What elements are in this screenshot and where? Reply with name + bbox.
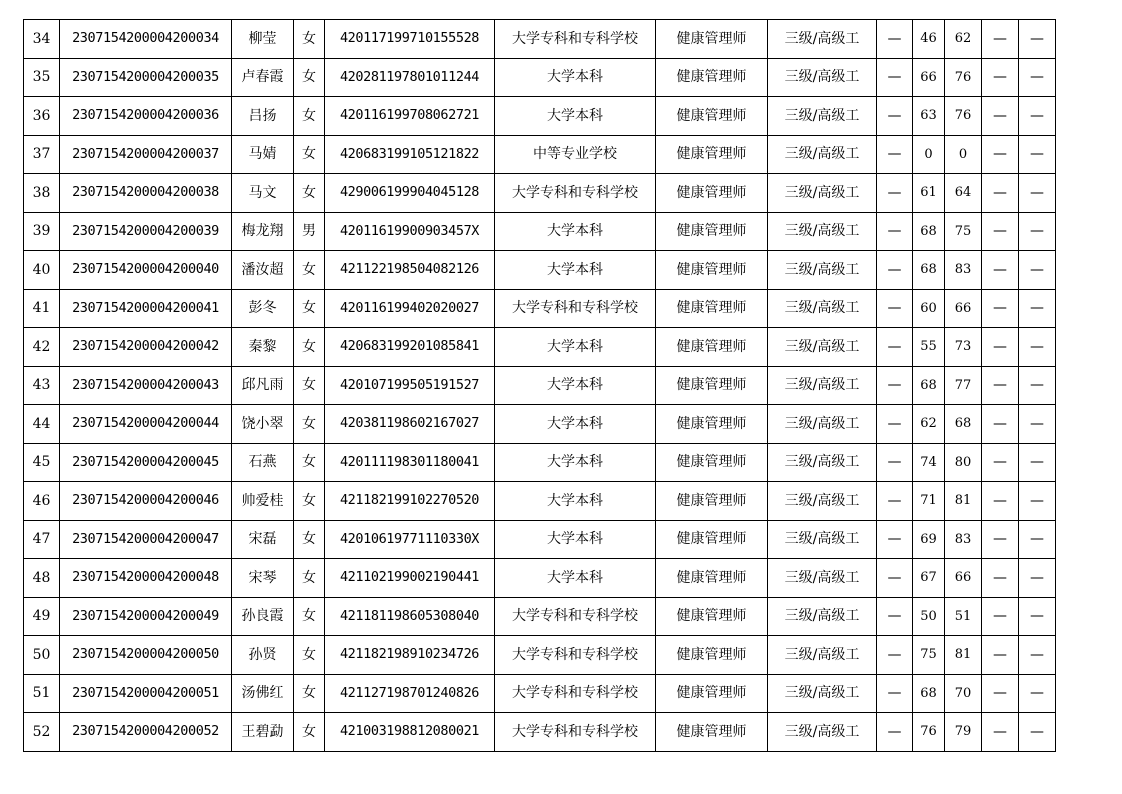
level-cell: 三级/高级工 (768, 366, 877, 405)
level-cell: 三级/高级工 (768, 405, 877, 444)
education-cell: 大学专科和专科学校 (495, 289, 656, 328)
exam-number-cell: 2307154200004200036 (60, 97, 232, 136)
skill-score-cell: 83 (945, 520, 982, 559)
empty-score-cell: — (877, 212, 913, 251)
skill-score-cell: 79 (945, 713, 982, 752)
level-cell: 三级/高级工 (768, 636, 877, 675)
row-number-cell: 47 (24, 520, 60, 559)
id-number-cell: 421181198605308040 (325, 597, 495, 636)
gender-cell: 女 (294, 328, 325, 367)
education-cell: 大学专科和专科学校 (495, 713, 656, 752)
education-cell: 中等专业学校 (495, 135, 656, 174)
education-cell: 大学本科 (495, 405, 656, 444)
empty-score-cell: — (1019, 328, 1056, 367)
skill-score-cell: 51 (945, 597, 982, 636)
gender-cell: 女 (294, 597, 325, 636)
empty-score-cell: — (1019, 520, 1056, 559)
empty-score-cell: — (1019, 597, 1056, 636)
candidate-name-cell: 孙良霞 (232, 597, 294, 636)
occupation-cell: 健康管理师 (656, 289, 768, 328)
exam-number-cell: 2307154200004200044 (60, 405, 232, 444)
gender-cell: 女 (294, 97, 325, 136)
education-cell: 大学本科 (495, 559, 656, 598)
occupation-cell: 健康管理师 (656, 20, 768, 59)
empty-score-cell: — (877, 713, 913, 752)
table-row (24, 482, 1056, 521)
level-cell: 三级/高级工 (768, 674, 877, 713)
empty-score-cell: — (982, 328, 1019, 367)
id-number-cell: 421182198910234726 (325, 636, 495, 675)
candidate-name-cell: 石燕 (232, 443, 294, 482)
skill-score-cell: 66 (945, 289, 982, 328)
empty-score-cell: — (1019, 482, 1056, 521)
empty-score-cell: — (1019, 135, 1056, 174)
level-cell: 三级/高级工 (768, 443, 877, 482)
table-row (24, 674, 1056, 713)
level-cell: 三级/高级工 (768, 597, 877, 636)
empty-score-cell: — (982, 559, 1019, 598)
table-row (24, 20, 1056, 59)
gender-cell: 女 (294, 366, 325, 405)
id-number-cell: 420117199710155528 (325, 20, 495, 59)
empty-score-cell: — (1019, 405, 1056, 444)
empty-score-cell: — (982, 674, 1019, 713)
level-cell: 三级/高级工 (768, 482, 877, 521)
theory-score-cell: 75 (913, 636, 945, 675)
empty-score-cell: — (1019, 20, 1056, 59)
empty-score-cell: — (877, 135, 913, 174)
theory-score-cell: 68 (913, 366, 945, 405)
education-cell: 大学本科 (495, 366, 656, 405)
gender-cell: 女 (294, 713, 325, 752)
exam-number-cell: 2307154200004200042 (60, 328, 232, 367)
theory-score-cell: 67 (913, 559, 945, 598)
id-number-cell: 421182199102270520 (325, 482, 495, 521)
empty-score-cell: — (877, 97, 913, 136)
theory-score-cell: 66 (913, 58, 945, 97)
theory-score-cell: 63 (913, 97, 945, 136)
skill-score-cell: 76 (945, 58, 982, 97)
id-number-cell: 420683199105121822 (325, 135, 495, 174)
gender-cell: 女 (294, 405, 325, 444)
empty-score-cell: — (982, 97, 1019, 136)
candidate-name-cell: 马婧 (232, 135, 294, 174)
candidate-name-cell: 秦黎 (232, 328, 294, 367)
row-number-cell: 41 (24, 289, 60, 328)
empty-score-cell: — (982, 597, 1019, 636)
table-row (24, 405, 1056, 444)
exam-number-cell: 2307154200004200051 (60, 674, 232, 713)
candidate-name-cell: 潘汝超 (232, 251, 294, 290)
exam-number-cell: 2307154200004200048 (60, 559, 232, 598)
theory-score-cell: 46 (913, 20, 945, 59)
id-number-cell: 421122198504082126 (325, 251, 495, 290)
candidate-name-cell: 帅爱桂 (232, 482, 294, 521)
skill-score-cell: 77 (945, 366, 982, 405)
empty-score-cell: — (982, 482, 1019, 521)
id-number-cell: 420111198301180041 (325, 443, 495, 482)
table-row (24, 212, 1056, 251)
empty-score-cell: — (877, 366, 913, 405)
gender-cell: 女 (294, 520, 325, 559)
candidate-name-cell: 梅龙翔 (232, 212, 294, 251)
empty-score-cell: — (877, 636, 913, 675)
level-cell: 三级/高级工 (768, 328, 877, 367)
candidate-name-cell: 柳莹 (232, 20, 294, 59)
id-number-cell: 420683199201085841 (325, 328, 495, 367)
empty-score-cell: — (877, 674, 913, 713)
row-number-cell: 35 (24, 58, 60, 97)
occupation-cell: 健康管理师 (656, 520, 768, 559)
candidate-name-cell: 卢春霞 (232, 58, 294, 97)
occupation-cell: 健康管理师 (656, 212, 768, 251)
theory-score-cell: 61 (913, 174, 945, 213)
id-number-cell: 420116199402020027 (325, 289, 495, 328)
exam-number-cell: 2307154200004200034 (60, 20, 232, 59)
table-row (24, 713, 1056, 752)
candidate-name-cell: 宋琴 (232, 559, 294, 598)
row-number-cell: 52 (24, 713, 60, 752)
empty-score-cell: — (877, 328, 913, 367)
level-cell: 三级/高级工 (768, 251, 877, 290)
id-number-cell: 420107199505191527 (325, 366, 495, 405)
theory-score-cell: 68 (913, 674, 945, 713)
skill-score-cell: 66 (945, 559, 982, 598)
candidate-name-cell: 马文 (232, 174, 294, 213)
theory-score-cell: 76 (913, 713, 945, 752)
skill-score-cell: 73 (945, 328, 982, 367)
empty-score-cell: — (1019, 251, 1056, 290)
table-row (24, 97, 1056, 136)
empty-score-cell: — (982, 405, 1019, 444)
candidate-name-cell: 孙贤 (232, 636, 294, 675)
empty-score-cell: — (982, 636, 1019, 675)
occupation-cell: 健康管理师 (656, 328, 768, 367)
candidate-name-cell: 邱凡雨 (232, 366, 294, 405)
table-row (24, 174, 1056, 213)
education-cell: 大学本科 (495, 58, 656, 97)
occupation-cell: 健康管理师 (656, 405, 768, 444)
exam-number-cell: 2307154200004200038 (60, 174, 232, 213)
occupation-cell: 健康管理师 (656, 366, 768, 405)
id-number-cell: 429006199904045128 (325, 174, 495, 213)
occupation-cell: 健康管理师 (656, 97, 768, 136)
id-number-cell: 420116199708062721 (325, 97, 495, 136)
skill-score-cell: 76 (945, 97, 982, 136)
level-cell: 三级/高级工 (768, 713, 877, 752)
row-number-cell: 51 (24, 674, 60, 713)
gender-cell: 男 (294, 212, 325, 251)
empty-score-cell: — (1019, 443, 1056, 482)
exam-number-cell: 2307154200004200041 (60, 289, 232, 328)
table-row (24, 520, 1056, 559)
table-row (24, 328, 1056, 367)
exam-number-cell: 2307154200004200035 (60, 58, 232, 97)
empty-score-cell: — (982, 251, 1019, 290)
empty-score-cell: — (877, 20, 913, 59)
table-body (24, 20, 1056, 752)
occupation-cell: 健康管理师 (656, 713, 768, 752)
level-cell: 三级/高级工 (768, 135, 877, 174)
candidate-name-cell: 彭冬 (232, 289, 294, 328)
empty-score-cell: — (877, 559, 913, 598)
education-cell: 大学本科 (495, 97, 656, 136)
theory-score-cell: 69 (913, 520, 945, 559)
empty-score-cell: — (982, 520, 1019, 559)
exam-number-cell: 2307154200004200043 (60, 366, 232, 405)
id-number-cell: 42010619771110330X (325, 520, 495, 559)
table-row (24, 636, 1056, 675)
skill-score-cell: 62 (945, 20, 982, 59)
theory-score-cell: 68 (913, 251, 945, 290)
occupation-cell: 健康管理师 (656, 251, 768, 290)
gender-cell: 女 (294, 135, 325, 174)
table-row (24, 135, 1056, 174)
row-number-cell: 50 (24, 636, 60, 675)
candidate-name-cell: 宋磊 (232, 520, 294, 559)
theory-score-cell: 0 (913, 135, 945, 174)
education-cell: 大学专科和专科学校 (495, 674, 656, 713)
empty-score-cell: — (982, 135, 1019, 174)
occupation-cell: 健康管理师 (656, 174, 768, 213)
skill-score-cell: 83 (945, 251, 982, 290)
id-number-cell: 42011619900903457X (325, 212, 495, 251)
empty-score-cell: — (1019, 58, 1056, 97)
score-table (23, 19, 1056, 752)
empty-score-cell: — (1019, 97, 1056, 136)
level-cell: 三级/高级工 (768, 20, 877, 59)
occupation-cell: 健康管理师 (656, 443, 768, 482)
table-row (24, 597, 1056, 636)
occupation-cell: 健康管理师 (656, 482, 768, 521)
level-cell: 三级/高级工 (768, 174, 877, 213)
occupation-cell: 健康管理师 (656, 674, 768, 713)
row-number-cell: 45 (24, 443, 60, 482)
skill-score-cell: 81 (945, 636, 982, 675)
empty-score-cell: — (982, 289, 1019, 328)
education-cell: 大学本科 (495, 212, 656, 251)
education-cell: 大学本科 (495, 482, 656, 521)
empty-score-cell: — (877, 58, 913, 97)
table-row (24, 366, 1056, 405)
id-number-cell: 421102199002190441 (325, 559, 495, 598)
education-cell: 大学本科 (495, 443, 656, 482)
empty-score-cell: — (1019, 713, 1056, 752)
empty-score-cell: — (877, 174, 913, 213)
candidate-name-cell: 王碧勐 (232, 713, 294, 752)
empty-score-cell: — (877, 405, 913, 444)
gender-cell: 女 (294, 20, 325, 59)
id-number-cell: 420381198602167027 (325, 405, 495, 444)
gender-cell: 女 (294, 443, 325, 482)
gender-cell: 女 (294, 636, 325, 675)
gender-cell: 女 (294, 251, 325, 290)
education-cell: 大学专科和专科学校 (495, 20, 656, 59)
exam-number-cell: 2307154200004200045 (60, 443, 232, 482)
education-cell: 大学专科和专科学校 (495, 597, 656, 636)
occupation-cell: 健康管理师 (656, 559, 768, 598)
exam-number-cell: 2307154200004200049 (60, 597, 232, 636)
education-cell: 大学本科 (495, 251, 656, 290)
level-cell: 三级/高级工 (768, 559, 877, 598)
empty-score-cell: — (982, 443, 1019, 482)
gender-cell: 女 (294, 289, 325, 328)
row-number-cell: 38 (24, 174, 60, 213)
candidate-name-cell: 饶小翠 (232, 405, 294, 444)
gender-cell: 女 (294, 482, 325, 521)
table-row (24, 58, 1056, 97)
gender-cell: 女 (294, 174, 325, 213)
row-number-cell: 44 (24, 405, 60, 444)
empty-score-cell: — (982, 212, 1019, 251)
empty-score-cell: — (877, 482, 913, 521)
theory-score-cell: 62 (913, 405, 945, 444)
level-cell: 三级/高级工 (768, 289, 877, 328)
empty-score-cell: — (1019, 366, 1056, 405)
empty-score-cell: — (1019, 674, 1056, 713)
id-number-cell: 421127198701240826 (325, 674, 495, 713)
candidate-name-cell: 汤佛红 (232, 674, 294, 713)
gender-cell: 女 (294, 559, 325, 598)
theory-score-cell: 55 (913, 328, 945, 367)
empty-score-cell: — (1019, 559, 1056, 598)
level-cell: 三级/高级工 (768, 97, 877, 136)
exam-number-cell: 2307154200004200047 (60, 520, 232, 559)
row-number-cell: 34 (24, 20, 60, 59)
row-number-cell: 40 (24, 251, 60, 290)
theory-score-cell: 71 (913, 482, 945, 521)
empty-score-cell: — (877, 443, 913, 482)
education-cell: 大学专科和专科学校 (495, 174, 656, 213)
theory-score-cell: 74 (913, 443, 945, 482)
row-number-cell: 43 (24, 366, 60, 405)
empty-score-cell: — (1019, 636, 1056, 675)
row-number-cell: 37 (24, 135, 60, 174)
empty-score-cell: — (982, 366, 1019, 405)
theory-score-cell: 60 (913, 289, 945, 328)
exam-number-cell: 2307154200004200037 (60, 135, 232, 174)
empty-score-cell: — (877, 289, 913, 328)
skill-score-cell: 80 (945, 443, 982, 482)
empty-score-cell: — (1019, 289, 1056, 328)
level-cell: 三级/高级工 (768, 58, 877, 97)
row-number-cell: 39 (24, 212, 60, 251)
empty-score-cell: — (877, 520, 913, 559)
skill-score-cell: 75 (945, 212, 982, 251)
level-cell: 三级/高级工 (768, 520, 877, 559)
education-cell: 大学本科 (495, 328, 656, 367)
exam-number-cell: 2307154200004200052 (60, 713, 232, 752)
occupation-cell: 健康管理师 (656, 636, 768, 675)
education-cell: 大学专科和专科学校 (495, 636, 656, 675)
theory-score-cell: 50 (913, 597, 945, 636)
empty-score-cell: — (877, 251, 913, 290)
candidate-name-cell: 吕扬 (232, 97, 294, 136)
education-cell: 大学本科 (495, 520, 656, 559)
table-row (24, 251, 1056, 290)
occupation-cell: 健康管理师 (656, 58, 768, 97)
level-cell: 三级/高级工 (768, 212, 877, 251)
occupation-cell: 健康管理师 (656, 135, 768, 174)
empty-score-cell: — (1019, 174, 1056, 213)
row-number-cell: 48 (24, 559, 60, 598)
exam-number-cell: 2307154200004200040 (60, 251, 232, 290)
skill-score-cell: 70 (945, 674, 982, 713)
exam-number-cell: 2307154200004200050 (60, 636, 232, 675)
skill-score-cell: 64 (945, 174, 982, 213)
gender-cell: 女 (294, 58, 325, 97)
gender-cell: 女 (294, 674, 325, 713)
empty-score-cell: — (1019, 212, 1056, 251)
row-number-cell: 46 (24, 482, 60, 521)
empty-score-cell: — (982, 20, 1019, 59)
row-number-cell: 49 (24, 597, 60, 636)
exam-number-cell: 2307154200004200039 (60, 212, 232, 251)
id-number-cell: 421003198812080021 (325, 713, 495, 752)
id-number-cell: 420281197801011244 (325, 58, 495, 97)
skill-score-cell: 81 (945, 482, 982, 521)
skill-score-cell: 68 (945, 405, 982, 444)
table-row (24, 443, 1056, 482)
table-row (24, 559, 1056, 598)
row-number-cell: 36 (24, 97, 60, 136)
row-number-cell: 42 (24, 328, 60, 367)
table-row (24, 289, 1056, 328)
empty-score-cell: — (877, 597, 913, 636)
empty-score-cell: — (982, 174, 1019, 213)
skill-score-cell: 0 (945, 135, 982, 174)
occupation-cell: 健康管理师 (656, 597, 768, 636)
theory-score-cell: 68 (913, 212, 945, 251)
empty-score-cell: — (982, 58, 1019, 97)
exam-number-cell: 2307154200004200046 (60, 482, 232, 521)
empty-score-cell: — (982, 713, 1019, 752)
